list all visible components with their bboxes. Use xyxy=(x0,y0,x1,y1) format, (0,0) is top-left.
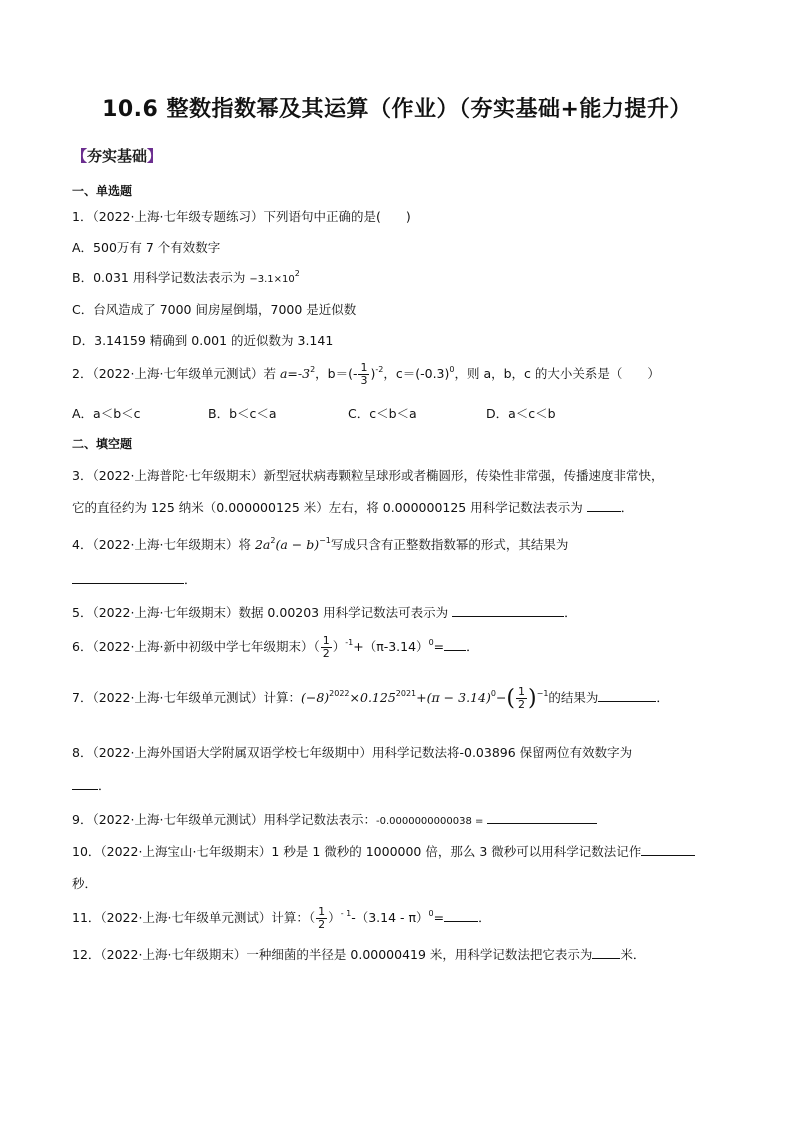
question-11: 11．（2022·上海·七年级单元测试）计算：（ $\frac{1}{2}$ ）$^{- 1}$-（3.14 - π）$^0$= ． xyxy=(72,905,491,931)
answer-blank[interactable] xyxy=(72,777,98,790)
question-6: 6．（2022·上海·新中初级中学七年级期末）（ $\frac{1}{2}$ ）$^{-1}+(\pi-3.14)^0=$ ． xyxy=(72,634,479,660)
answer-blank[interactable] xyxy=(641,843,695,856)
page-title: 10.6 整数指数幂及其运算（作业）（夯实基础+能力提升） xyxy=(102,97,692,122)
answer-blank[interactable] xyxy=(72,571,184,584)
question-2-stem: 2．（2022·上海·七年级单元测试）若 $a=-3^2$，b＝(- $\frac{1}{3}$ )$^{-2}$，$c=(-0.3)^0$，则 a，b，c 的大小关系是（ ） xyxy=(72,361,660,387)
question-2-option-b: B．b＜c＜a xyxy=(208,406,277,421)
question-1-option-b: B．0.031 用科学记数法表示为 $-3.1\times 10^2$ xyxy=(72,269,300,285)
question-3-line-2: 它的直径约为 125 纳米（0.000000125 米）左右，将 0.000000125 用科学记数法表示为 ． xyxy=(72,500,634,515)
question-12: 12．（2022·上海·七年级期末）一种细菌的半径是 0.00000419 米，用科学记数法把它表示为 米． xyxy=(72,947,646,962)
question-1-option-d: D．3.14159 精确到 0.001 的近似数为 3.141 xyxy=(72,333,334,348)
question-4-line-2: ． xyxy=(72,570,197,588)
question-2-option-d: D．a＜c＜b xyxy=(486,406,556,421)
question-1-stem: 1．（2022·上海·七年级专题练习）下列语句中正确的是( ) xyxy=(72,209,411,224)
section-label: 【夯实基础】 xyxy=(72,147,163,165)
fraction-one-half: $\frac{1}{2}$ xyxy=(322,634,330,660)
question-10-line-1: 10．（2022·上海宝山·七年级期末）1 秒是 1 微秒的 1000000 倍，那么 3 微秒可以用科学记数法记作 xyxy=(72,842,695,860)
question-1-option-c: C．台风造成了 7000 间房屋倒塌，7000 是近似数 xyxy=(72,302,357,317)
answer-blank[interactable] xyxy=(592,946,620,959)
question-2-option-a: A．a＜b＜c xyxy=(72,406,141,421)
section-label-text: 夯实基础 xyxy=(87,147,148,165)
answer-blank[interactable] xyxy=(452,604,564,617)
question-8-line-2: ． xyxy=(72,776,111,794)
question-10-line-2: 秒． xyxy=(72,876,98,891)
fraction-one-half: $\frac{1}{2}$ xyxy=(318,905,326,931)
question-8-line-1: 8．（2022·上海外国语大学附属双语学校七年级期中）用科学记数法将-0.03896 保留两位有效数字为 xyxy=(72,745,633,760)
answer-blank[interactable] xyxy=(587,499,621,512)
heading-fill-blank: 二、填空题 xyxy=(72,437,133,451)
question-3-line-1: 3．（2022·上海普陀·七年级期末）新型冠状病毒颗粒呈球形或者椭圆形，传染性非常强，传播速度非常快， xyxy=(72,468,664,483)
answer-blank[interactable] xyxy=(487,811,597,824)
heading-single-choice: 一、单选题 xyxy=(72,184,133,198)
question-9: 9．（2022·上海·七年级单元测试）用科学记数法表示：-0.0000000000038 = xyxy=(72,810,597,828)
question-4-line-1: 4．（2022·上海·七年级期末）将 $2a^2(a - b)^{-1}$写成只含有正整数指数幂的形式，其结果为 xyxy=(72,536,569,552)
fraction-one-half: $\frac{1}{2}$ xyxy=(518,685,526,711)
question-5: 5．（2022·上海·七年级期末）数据 0.00203 用科学记数法可表示为 ． xyxy=(72,605,577,620)
answer-blank[interactable] xyxy=(444,909,478,922)
question-2-option-c: C．c＜b＜a xyxy=(348,406,417,421)
answer-blank[interactable] xyxy=(598,689,656,702)
answer-blank[interactable] xyxy=(444,638,466,651)
question-7: 7．（2022·上海·七年级单元测试）计算：$(-8)^{2022}\times 0.125^{2021}+(\pi - 3.14)^0-$( $\frac{1}{2}$ )$^{-1}$的结果为 ． xyxy=(72,685,669,711)
fraction-one-third: $\frac{1}{3}$ xyxy=(360,361,368,387)
question-1-option-a: A．500万有 7 个有效数字 xyxy=(72,240,221,255)
